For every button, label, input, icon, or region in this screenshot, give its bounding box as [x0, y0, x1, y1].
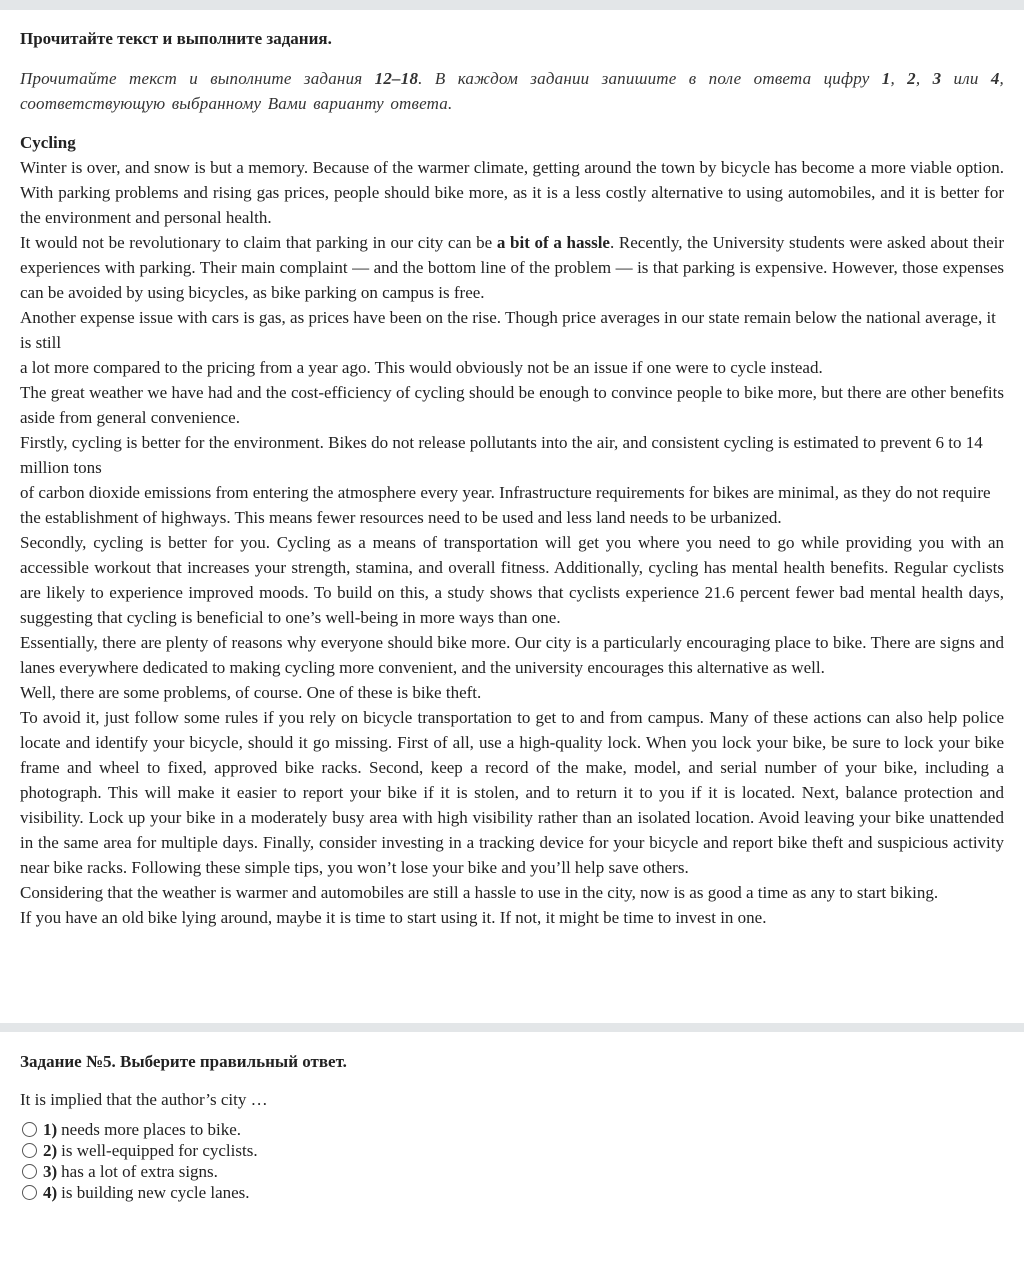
- option-text: needs more places to bike.: [61, 1120, 242, 1139]
- option-text: is well-equipped for cyclists.: [61, 1141, 258, 1160]
- article-paragraph: Secondly, cycling is better for you. Cycling as a means of transportation will get you where you need to go while providing you with an accessible workout that increases your strength, stamina, and overall fitness. Additionally, cycling has mental health benefits. Regular cyclists are likely to experience improved moods. To build on this, a study shows that cyclists experience 21.6 percent fewer bad mental health days, suggesting that cycling is beneficial to one’s well-being in more ways than one.: [20, 533, 1004, 627]
- radio-button[interactable]: [22, 1122, 37, 1137]
- radio-button[interactable]: [22, 1143, 37, 1158]
- answer-option-2[interactable]: [20, 1140, 1004, 1161]
- article-paragraph: Considering that the weather is warmer and automobiles are still a hassle to use in the city, now is as good a time as any to start biking.: [20, 883, 939, 902]
- paragraph-text: . Recently, the University students were asked about their experiences with parking. Their main complaint — and the bottom line of the problem — is that parking is expensive. However, those expenses can be avoided by using bicycles, as bike parking on campus is free.: [20, 233, 1004, 302]
- digit-2: 2: [907, 69, 916, 88]
- answer-option-3[interactable]: [20, 1161, 1004, 1182]
- instructions-text: , соответствующую выбранному Вами варианту ответа.: [20, 69, 1004, 113]
- reading-section: [0, 10, 1024, 930]
- article-paragraph: Well, there are some problems, of course. One of these is bike theft.: [20, 683, 482, 702]
- option-number: 4): [43, 1183, 58, 1202]
- paragraph-text: It would not be revolutionary to claim that parking in our city can be: [20, 233, 497, 252]
- highlighted-phrase: a bit of a hassle: [496, 233, 610, 252]
- answer-option-4[interactable]: [20, 1182, 1004, 1203]
- option-text: has a lot of extra signs.: [61, 1162, 218, 1181]
- article-paragraph: Firstly, cycling is better for the environment. Bikes do not release pollutants into the air, and consistent cycling is estimated to prevent 6 to 14 million tons: [20, 433, 983, 477]
- top-bar: [0, 0, 1024, 10]
- option-number: 3): [43, 1162, 58, 1181]
- section-divider: [0, 1023, 1024, 1032]
- article-paragraph: [20, 230, 1004, 305]
- option-number: 1): [43, 1120, 58, 1139]
- article-paragraph: If you have an old bike lying around, maybe it is time to start using it. If not, it might be time to invest in one.: [20, 908, 767, 927]
- digit-4: 4: [990, 69, 1000, 88]
- question-text: It is implied that the author’s city …: [20, 1090, 268, 1109]
- answer-option-1[interactable]: [20, 1119, 1004, 1140]
- separator: ,: [890, 69, 908, 88]
- digit-3: 3: [932, 69, 942, 88]
- radio-button[interactable]: [22, 1164, 37, 1179]
- article-paragraph: To avoid it, just follow some rules if you rely on bicycle transportation to get to and from campus. Many of these actions can also help police locate and identify your bicycle, should it go missing. First of all, use a high-quality lock. When you lock your bike, be sure to lock your bike frame and wheel to fixed, approved bike racks. Second, keep a record of the make, model, and serial number of your bike, including a photograph. This will make it easier to report your bike if it is stolen, and to return it to you if it is located. Next, balance protection and visibility. Lock up your bike in a moderately busy area with high visibility rather than an isolated location. Avoid leaving your bike unattended in the same area for multiple days. Finally, consider investing in a tracking device for your bicycle and report bike theft and suspicious activity near bike racks. Following these simple tips, you won’t lose your bike and you’ll help save others.: [20, 708, 1004, 877]
- instructions-text: . В каждом задании запишите в поле ответа цифру: [418, 69, 882, 88]
- article-paragraph: the establishment of highways. This means fewer resources need to be used and less land needs to be urbanized.: [20, 508, 782, 527]
- article-paragraph: The great weather we have had and the cost-efficiency of cycling should be enough to convince people to bike more, but there are other benefits aside from general convenience.: [20, 383, 1004, 427]
- instructions-text: Прочитайте текст и выполните задания: [20, 69, 375, 88]
- separator: ,: [915, 69, 933, 88]
- task-section: [0, 1032, 1024, 1203]
- article-paragraph: a lot more compared to the pricing from a year ago. This would obviously not be an issue if one were to cycle instead.: [20, 358, 823, 377]
- digit-1: 1: [881, 69, 891, 88]
- article-heading: Cycling: [20, 133, 76, 152]
- option-text: is building new cycle lanes.: [61, 1183, 250, 1202]
- answer-options: [20, 1119, 1004, 1203]
- article-paragraph: Winter is over, and snow is but a memory. Because of the warmer climate, getting around the town by bicycle has become a more viable option. With parking problems and rising gas prices, people should bike more, as it is a less costly alternative to using automobiles, and it is better for the environment and personal health.: [20, 158, 1004, 227]
- instructions-text: или: [941, 69, 991, 88]
- radio-button[interactable]: [22, 1185, 37, 1200]
- option-number: 2): [43, 1141, 58, 1160]
- page-title: Прочитайте текст и выполните задания.: [20, 29, 332, 48]
- instructions: [20, 66, 1004, 116]
- task-range: 12–18: [374, 69, 419, 88]
- article-paragraph: of carbon dioxide emissions from entering the atmosphere every year. Infrastructure requirements for bikes are minimal, as they do not require: [20, 483, 991, 502]
- article-paragraph: Essentially, there are plenty of reasons why everyone should bike more. Our city is a particularly encouraging place to bike. There are signs and lanes everywhere dedicated to making cycling more convenient, and the university encourages this alternative as well.: [20, 633, 1004, 677]
- task-title: Задание №5. Выберите правильный ответ.: [20, 1052, 347, 1071]
- article-paragraph: Another expense issue with cars is gas, as prices have been on the rise. Though price averages in our state remain below the national average, it is still: [20, 308, 996, 352]
- article: [20, 130, 1004, 930]
